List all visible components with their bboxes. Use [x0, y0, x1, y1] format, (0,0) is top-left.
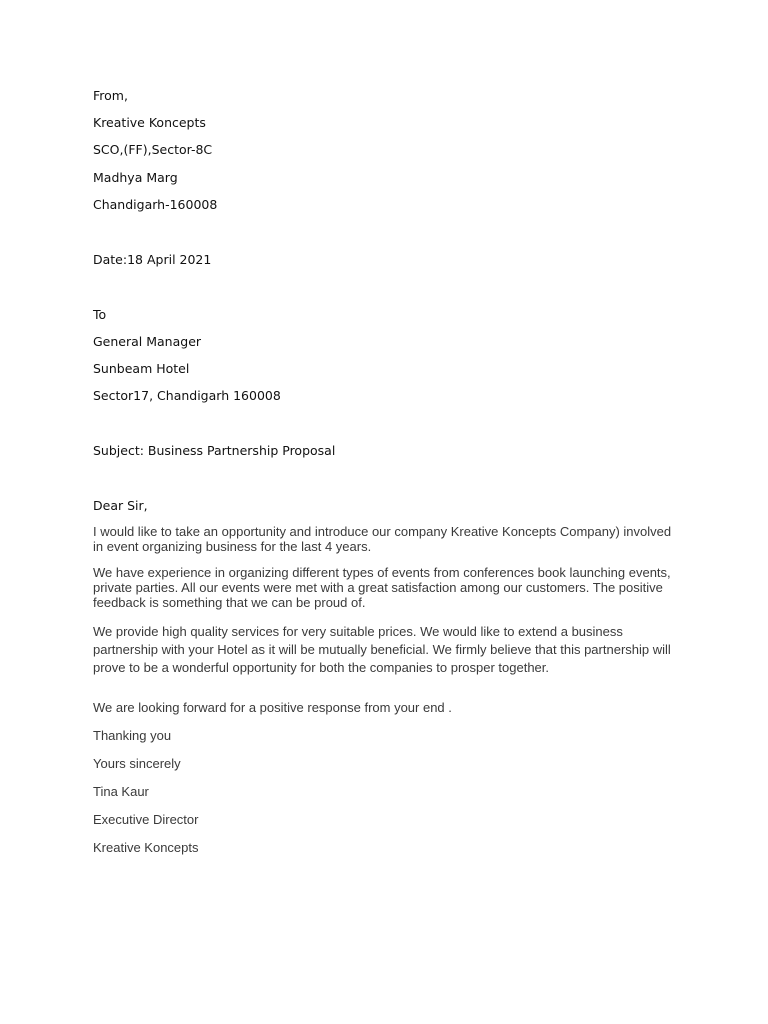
recipient-organization: Sunbeam Hotel — [93, 361, 190, 376]
signatory-position: Executive Director — [93, 812, 199, 827]
body-paragraph-experience: We have experience in organizing different types of events from conferences book launching events, private parties. All our events were met with a great satisfaction among our customers. The positive feedback is something that we can be proud of. — [93, 565, 671, 610]
to-label: To — [93, 307, 107, 322]
recipient-title: General Manager — [93, 334, 202, 349]
signatory-company: Kreative Koncepts — [93, 840, 199, 855]
sender-company: Kreative Koncepts — [93, 115, 206, 130]
body-paragraph-proposal: We provide high quality services for very suitable prices. We would like to extend a business partnership with your Hotel as it will be mutually beneficial. We firmly believe that this partnership will prove to be a wonderful opportunity for both the companies to prosper together. — [93, 624, 671, 675]
body-paragraph-intro: I would like to take an opportunity and introduce our company Kreative Koncepts Company) involved in event organizing business for the last 4 years. — [93, 524, 672, 554]
sender-address-line2: Madhya Marg — [93, 170, 178, 185]
closing-sign-off: Yours sincerely — [93, 756, 181, 771]
body-paragraph-closing: We are looking forward for a positive response from your end . — [93, 700, 452, 715]
signatory-name: Tina Kaur — [93, 784, 149, 799]
salutation: Dear Sir, — [93, 498, 148, 513]
letter-date: Date:18 April 2021 — [93, 252, 212, 267]
recipient-address: Sector17, Chandigarh 160008 — [93, 388, 281, 403]
letter-subject: Subject: Business Partnership Proposal — [93, 443, 336, 458]
from-label: From, — [93, 88, 128, 103]
closing-thanks: Thanking you — [93, 728, 172, 743]
sender-address-line1: SCO,(FF),Sector-8C — [93, 142, 213, 157]
sender-city: Chandigarh-160008 — [93, 197, 218, 212]
